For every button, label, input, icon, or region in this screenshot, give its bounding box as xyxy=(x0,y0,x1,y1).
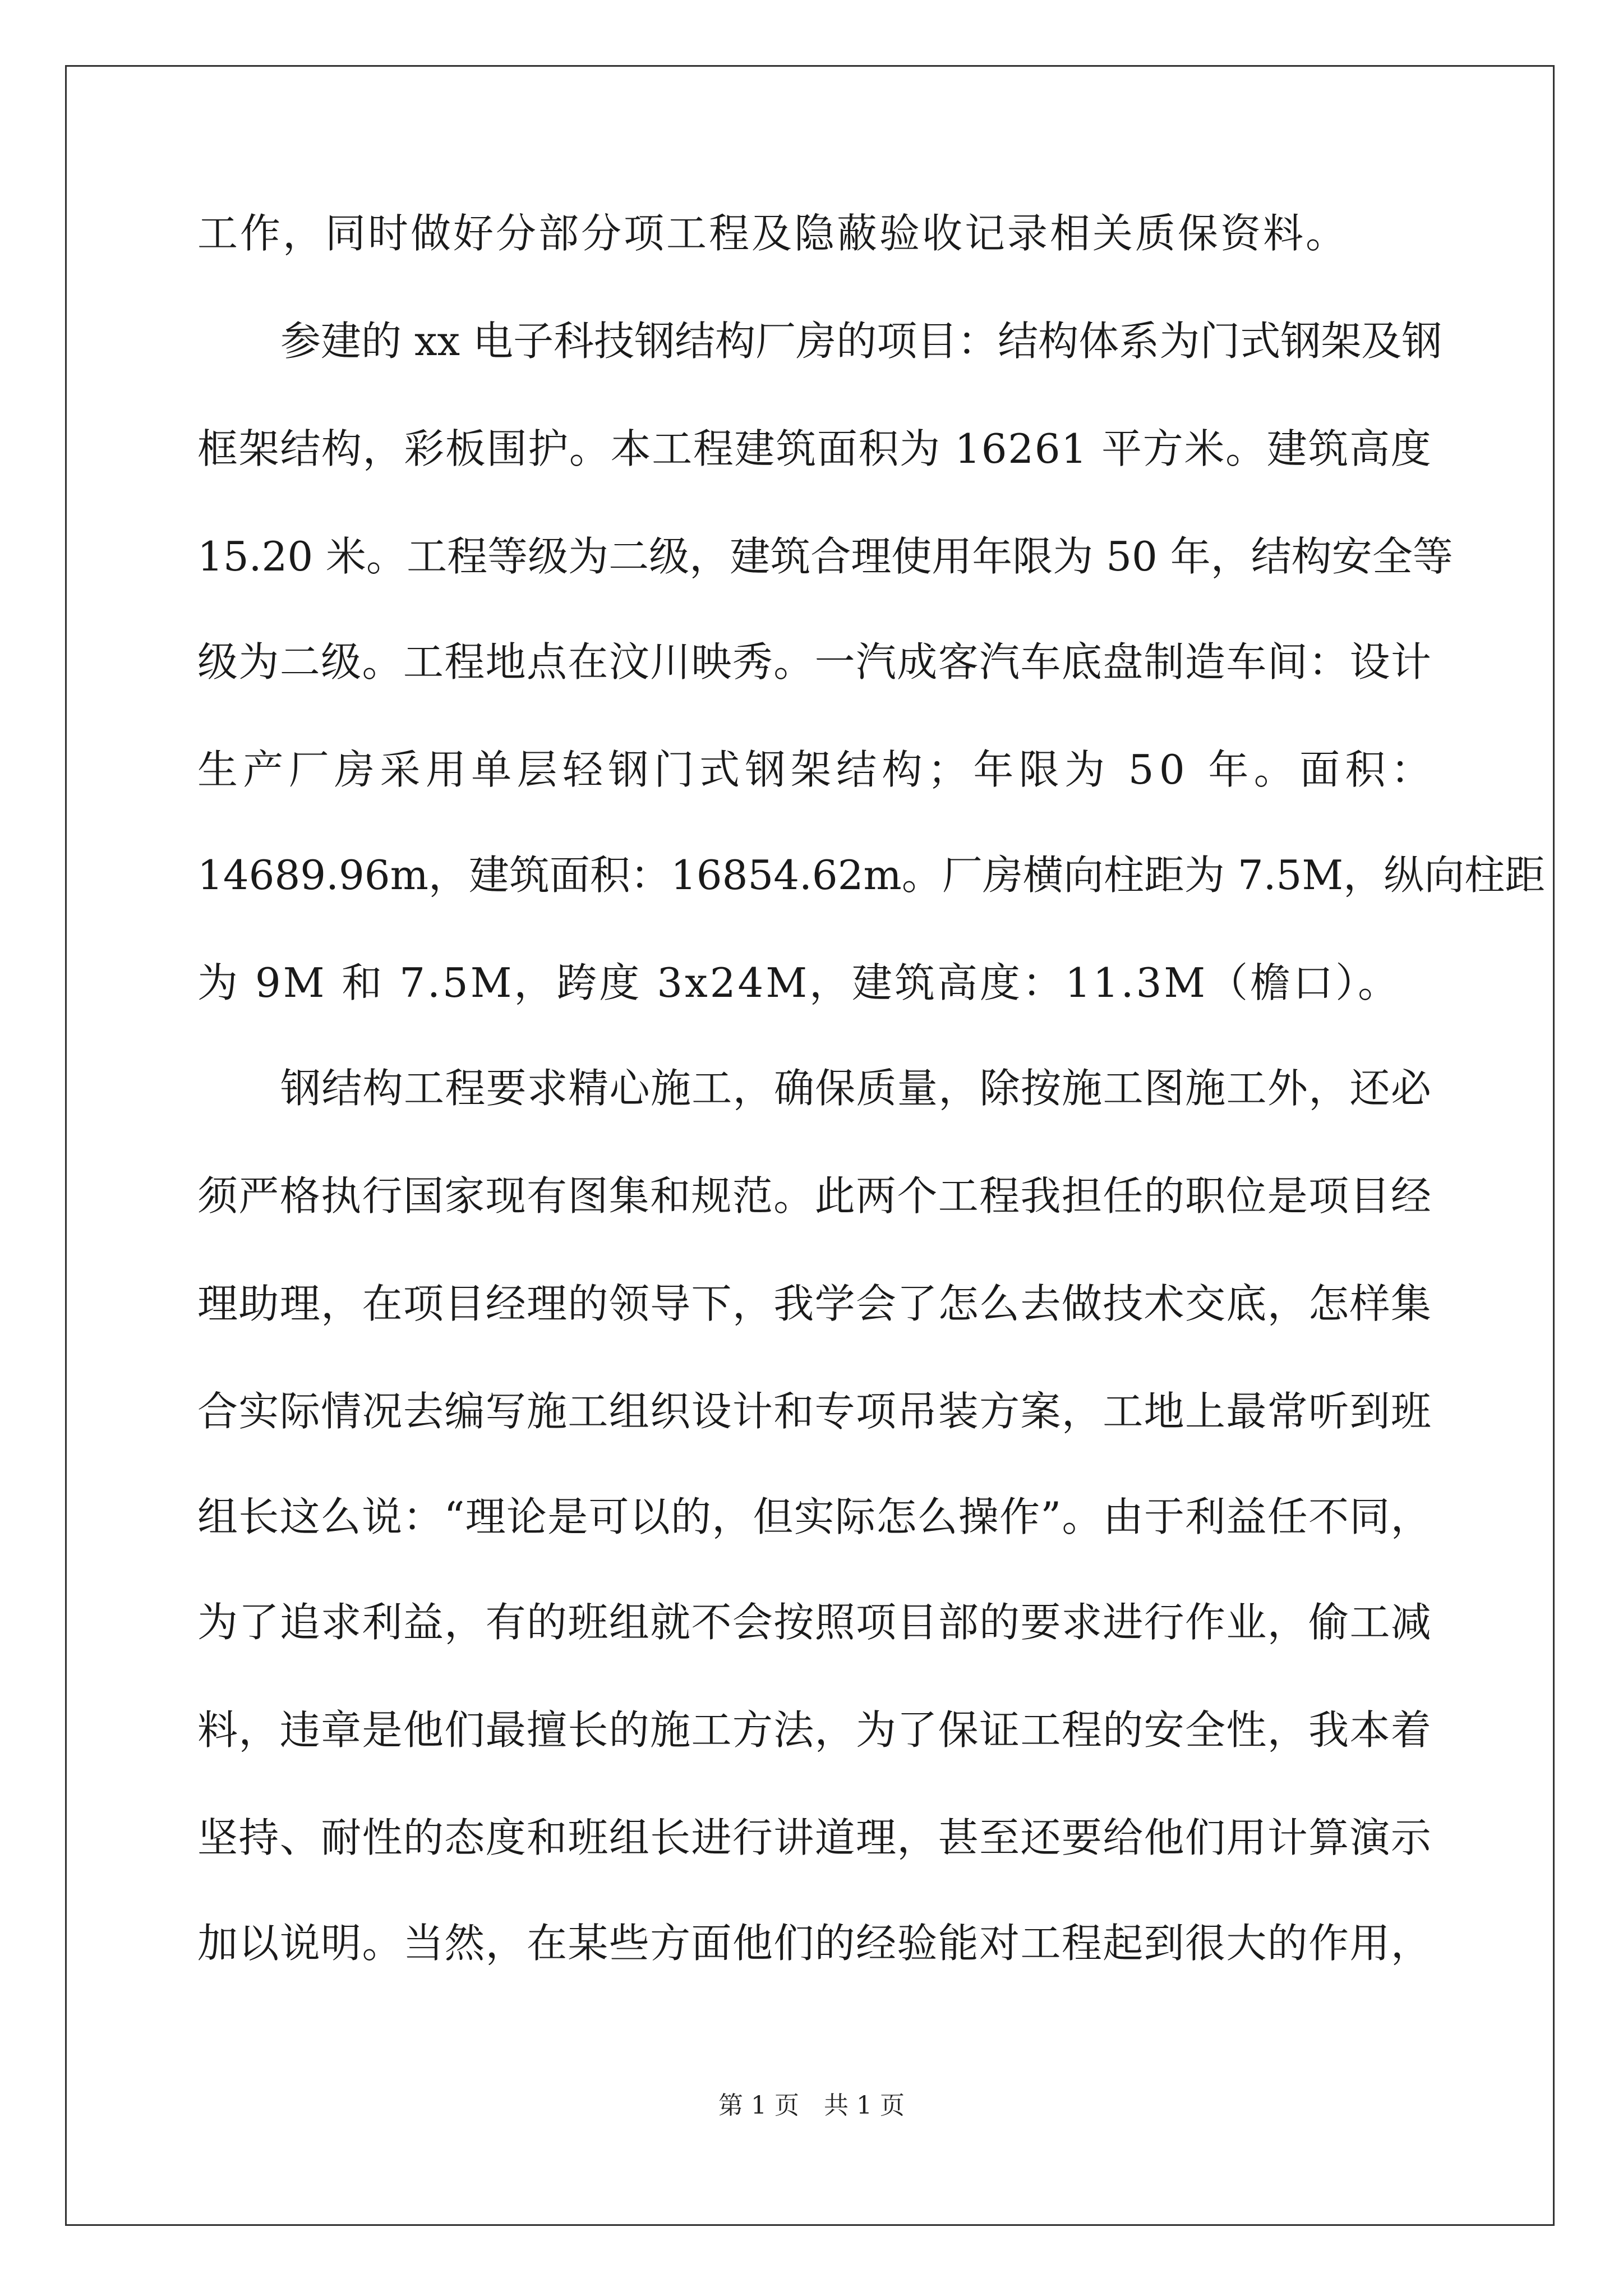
paragraph-line: 级 为 二 级 。 工 程 地 点 在 汶 川 映 秀 。 一 汽 成 客 汽 车 底 盘 制 造 车 间 ： 设 计 xyxy=(197,638,1431,685)
paragraph-line: 参 建 的 x x 电 子 科 技 钢 结 构 厂 房 的 项 目 ： 结 构 体 系 为 门 式 钢 架 及 钢 xyxy=(280,318,1442,365)
paragraph-line: 料 ， 违 章 是 他 们 最 擅 长 的 施 工 方 法 ， 为 了 保 证 工 程 的 安 全 性 ， 我 本 着 xyxy=(197,1706,1431,1754)
page-footer: 第 1 页 共 1 页 xyxy=(718,2091,905,2120)
paragraph-line: 理 助 理 ， 在 项 目 经 理 的 领 导 下 ， 我 学 会 了 怎 么 去 做 技 术 交 底 ， 怎 样 集 xyxy=(197,1280,1431,1327)
page-border xyxy=(65,65,1555,2226)
paragraph-line: 钢 结 构 工 程 要 求 精 心 施 工 ， 确 保 质 量 ， 除 按 施 工 图 施 工 外 ， 还 必 xyxy=(280,1065,1431,1112)
paragraph-line: 为 了 追 求 利 益 ， 有 的 班 组 就 不 会 按 照 项 目 部 的 要 求 进 行 作 业 ， 偷 工 减 xyxy=(197,1599,1431,1646)
paragraph-line: 须 严 格 执 行 国 家 现 有 图 集 和 规 范 。 此 两 个 工 程 我 担 任 的 职 位 是 项 目 经 xyxy=(197,1172,1431,1220)
paragraph-line: 合 实 际 情 况 去 编 写 施 工 组 织 设 计 和 专 项 吊 装 方 案 ， 工 地 上 最 常 听 到 班 xyxy=(197,1388,1431,1435)
paragraph-line: 1 4 6 8 9 . 9 6 m ， 建 筑 面 积 ： 1 6 8 5 4 . 6 2 m 。 厂 房 横 向 柱 距 为 7 . 5 M ， 纵 向 柱 距 xyxy=(197,852,1546,899)
paragraph-line: 工作，同时做好分部分项工程及隐蔽验收记录相关质保资料。 xyxy=(197,210,1349,257)
paragraph-line: 加 以 说 明 。 当 然 ， 在 某 些 方 面 他 们 的 经 验 能 对 工 程 起 到 很 大 的 作 用 ， xyxy=(197,1920,1431,1967)
paragraph-line: 1 5 . 2 0 米 。 工 程 等 级 为 二 级 ， 建 筑 合 理 使 用 年 限 为 5 0 年 ， 结 构 安 全 等 xyxy=(197,533,1453,580)
paragraph-line: 组 长 这 么 说 ： “ 理 论 是 可 以 的 ， 但 实 际 怎 么 操 作 ” 。 由 于 利 益 任 不 同 ， xyxy=(197,1493,1431,1540)
paragraph-line: 生 产 厂 房 采 用 单 层 轻 钢 门 式 钢 架 结 构 ； 年 限 为 5 0 年 。 面 积 ： xyxy=(197,746,1431,793)
paragraph-line: 框 架 结 构 ， 彩 板 围 护 。 本 工 程 建 筑 面 积 为 1 6 2 6 1 平 方 米 。 建 筑 高 度 xyxy=(197,425,1431,472)
paragraph-line: 坚 持 、 耐 性 的 态 度 和 班 组 长 进 行 讲 道 理 ， 甚 至 还 要 给 他 们 用 计 算 演 示 xyxy=(197,1814,1431,1861)
paragraph-line: 为 9M 和 7.5M，跨度 3x24M，建筑高度：11.3M（檐口）。 xyxy=(197,959,1401,1006)
